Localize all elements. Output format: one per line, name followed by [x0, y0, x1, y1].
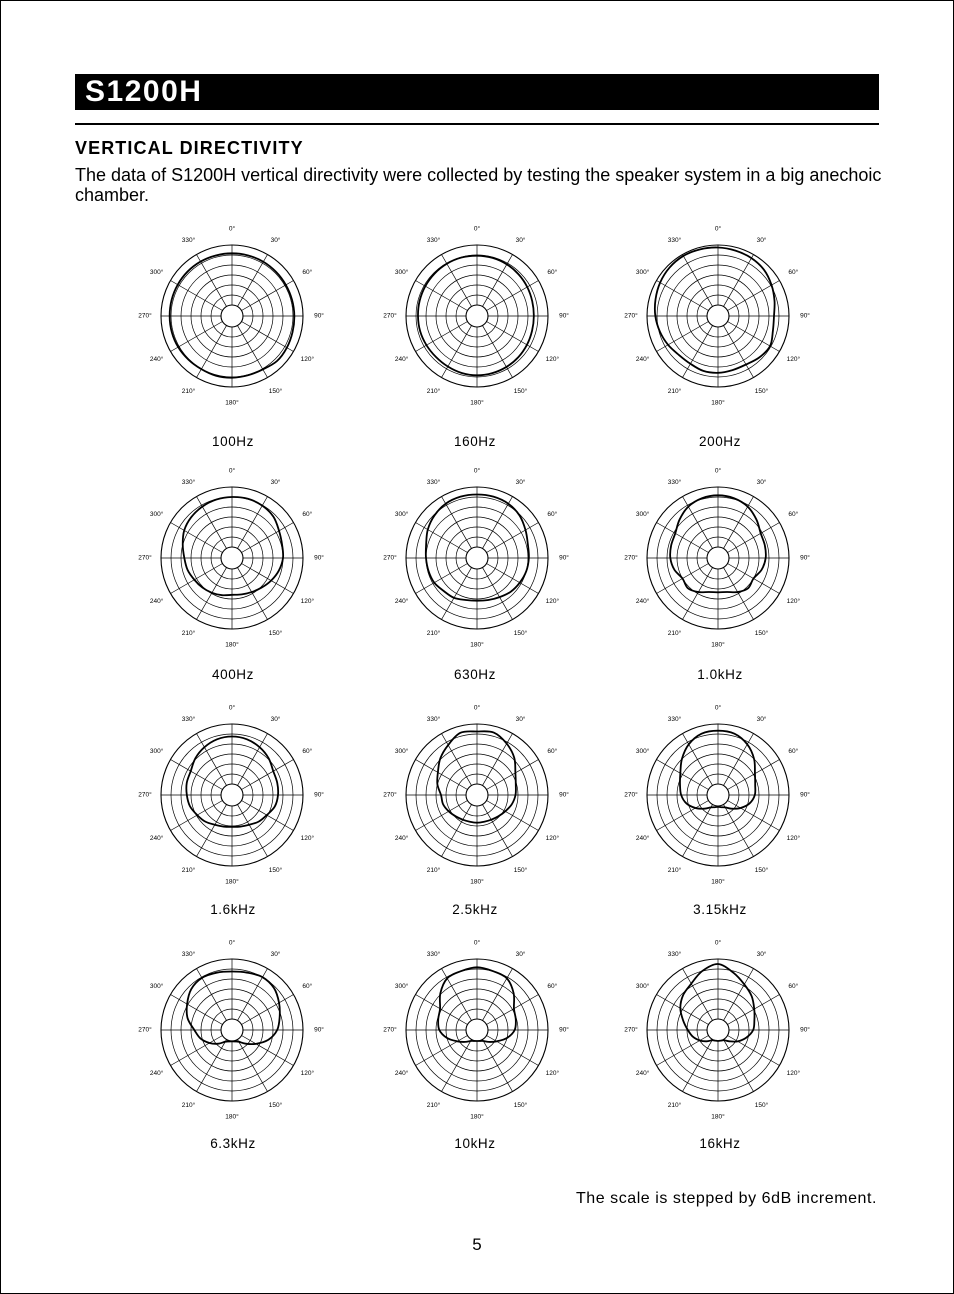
angle-tick-label: 90°: [800, 554, 810, 562]
angle-tick-label: 90°: [559, 312, 569, 320]
angle-tick-label: 180°: [225, 399, 239, 407]
angle-tick-label: 150°: [513, 866, 528, 874]
angle-spoke: [416, 995, 468, 1025]
angle-tick-label: 270°: [138, 791, 152, 799]
center-hub: [707, 305, 729, 327]
angle-tick-label: 0°: [473, 939, 481, 947]
angle-tick-label: 180°: [470, 641, 484, 649]
angle-tick-label: 60°: [547, 748, 558, 755]
angle-spoke: [483, 805, 513, 857]
angle-tick-label: 240°: [635, 835, 650, 842]
frequency-label: 160Hz: [453, 434, 497, 449]
angle-spoke: [483, 1040, 513, 1092]
model-title: S1200H: [85, 75, 203, 108]
angle-spoke: [171, 760, 223, 790]
angle-spoke: [728, 523, 780, 553]
angle-tick-label: 150°: [513, 387, 528, 395]
angle-tick-label: 30°: [515, 479, 526, 487]
angle-spoke: [483, 255, 513, 307]
scale-note: The scale is stepped by 6dB increment.: [575, 1190, 877, 1207]
angle-tick-label: 60°: [302, 511, 313, 518]
angle-spoke: [238, 1040, 268, 1092]
angle-tick-label: 90°: [314, 312, 324, 320]
angle-tick-label: 270°: [383, 791, 397, 799]
page-number: 5: [472, 1235, 482, 1254]
angle-tick-label: 180°: [711, 878, 725, 886]
angle-tick-label: 270°: [383, 1026, 397, 1034]
angle-spoke: [728, 760, 780, 790]
directivity-curve: [655, 247, 775, 372]
angle-spoke: [657, 281, 709, 311]
angle-spoke: [657, 322, 709, 352]
angle-tick-label: 300°: [394, 983, 409, 990]
angle-tick-label: 90°: [800, 1026, 810, 1034]
angle-tick-label: 300°: [394, 269, 409, 276]
angle-spoke: [242, 564, 294, 594]
angle-tick-label: 30°: [756, 716, 767, 724]
center-hub: [707, 1019, 729, 1041]
angle-tick-label: 210°: [426, 1101, 441, 1109]
model-title-bar: [75, 74, 879, 110]
center-hub: [466, 305, 488, 327]
polar-plot-2-5khz: [377, 695, 577, 895]
angle-tick-label: 300°: [635, 983, 650, 990]
angle-spoke: [487, 801, 539, 831]
angle-tick-label: 120°: [786, 356, 801, 363]
angle-tick-label: 30°: [515, 237, 526, 245]
angle-tick-label: 240°: [149, 835, 164, 842]
angle-tick-label: 30°: [270, 951, 281, 959]
angle-spoke: [657, 523, 709, 553]
angle-spoke: [197, 497, 227, 549]
angle-spoke: [728, 801, 780, 831]
angle-tick-label: 60°: [547, 983, 558, 990]
frequency-label: 630Hz: [453, 667, 497, 682]
angle-tick-label: 270°: [624, 791, 638, 799]
polar-plot-1-6khz: [132, 695, 332, 895]
angle-tick-label: 270°: [624, 312, 638, 320]
angle-tick-label: 120°: [300, 835, 315, 842]
frequency-label: 3.15kHz: [693, 902, 747, 917]
angle-tick-label: 180°: [711, 1113, 725, 1121]
angle-spoke: [442, 805, 472, 857]
angle-tick-label: 300°: [149, 511, 164, 518]
angle-tick-label: 210°: [667, 866, 682, 874]
angle-tick-label: 270°: [138, 312, 152, 320]
angle-spoke: [442, 1040, 472, 1092]
angle-spoke: [171, 523, 223, 553]
angle-tick-label: 120°: [545, 1070, 560, 1077]
polar-plot-10khz: [377, 930, 577, 1130]
angle-tick-label: 270°: [383, 554, 397, 562]
angle-tick-label: 180°: [225, 878, 239, 886]
angle-tick-label: 330°: [426, 237, 441, 245]
angle-spoke: [683, 568, 713, 620]
angle-tick-label: 240°: [394, 598, 409, 605]
angle-tick-label: 90°: [800, 312, 810, 320]
polar-plot-16khz: [618, 930, 818, 1130]
angle-tick-label: 0°: [228, 704, 236, 712]
angle-spoke: [242, 760, 294, 790]
angle-spoke: [683, 255, 713, 307]
angle-spoke: [487, 523, 539, 553]
angle-spoke: [442, 326, 472, 378]
polar-plot-160hz: [377, 216, 577, 416]
angle-tick-label: 150°: [754, 866, 769, 874]
angle-spoke: [242, 523, 294, 553]
angle-tick-label: 30°: [270, 479, 281, 487]
angle-tick-label: 0°: [714, 225, 722, 233]
section-intro: The data of S1200H vertical directivity were collected by testing the speaker system in a big anechoic chamber.: [75, 165, 882, 205]
angle-tick-label: 210°: [426, 387, 441, 395]
center-hub: [466, 784, 488, 806]
angle-tick-label: 150°: [268, 866, 283, 874]
angle-spoke: [416, 523, 468, 553]
angle-tick-label: 0°: [473, 704, 481, 712]
polar-plot-3-15khz: [618, 695, 818, 895]
angle-spoke: [724, 1040, 754, 1092]
angle-tick-label: 300°: [149, 748, 164, 755]
angle-tick-label: 270°: [138, 1026, 152, 1034]
angle-spoke: [416, 760, 468, 790]
angle-spoke: [171, 1036, 223, 1066]
angle-tick-label: 90°: [314, 1026, 324, 1034]
angle-tick-label: 330°: [667, 237, 682, 245]
angle-tick-label: 0°: [714, 939, 722, 947]
frequency-label: 2.5kHz: [452, 902, 498, 917]
angle-tick-label: 60°: [302, 983, 313, 990]
angle-spoke: [171, 564, 223, 594]
angle-tick-label: 300°: [394, 511, 409, 518]
angle-spoke: [442, 734, 472, 786]
angle-tick-label: 120°: [545, 835, 560, 842]
angle-tick-label: 30°: [270, 237, 281, 245]
polar-plot-1-0khz: [618, 458, 818, 658]
polar-plot-400hz: [132, 458, 332, 658]
angle-spoke: [724, 326, 754, 378]
angle-tick-label: 0°: [714, 704, 722, 712]
angle-tick-label: 120°: [786, 598, 801, 605]
angle-spoke: [487, 1036, 539, 1066]
angle-tick-label: 30°: [756, 951, 767, 959]
angle-spoke: [483, 969, 513, 1021]
angle-tick-label: 270°: [624, 554, 638, 562]
angle-spoke: [416, 322, 468, 352]
angle-tick-label: 210°: [181, 866, 196, 874]
angle-tick-label: 180°: [470, 1113, 484, 1121]
angle-tick-label: 150°: [268, 1101, 283, 1109]
angle-tick-label: 120°: [300, 1070, 315, 1077]
angle-tick-label: 0°: [714, 467, 722, 475]
angle-tick-label: 150°: [754, 1101, 769, 1109]
angle-spoke: [238, 805, 268, 857]
angle-spoke: [728, 1036, 780, 1066]
angle-spoke: [487, 564, 539, 594]
angle-tick-label: 330°: [667, 951, 682, 959]
angle-tick-label: 60°: [788, 511, 799, 518]
angle-spoke: [657, 760, 709, 790]
frequency-label: 400Hz: [211, 667, 255, 682]
angle-tick-label: 180°: [711, 399, 725, 407]
frequency-label: 1.6kHz: [210, 902, 256, 917]
angle-tick-label: 60°: [788, 748, 799, 755]
angle-spoke: [242, 995, 294, 1025]
angle-tick-label: 210°: [667, 629, 682, 637]
angle-tick-label: 90°: [559, 791, 569, 799]
angle-tick-label: 240°: [149, 356, 164, 363]
angle-spoke: [238, 969, 268, 1021]
angle-spoke: [416, 281, 468, 311]
angle-tick-label: 150°: [513, 1101, 528, 1109]
angle-tick-label: 330°: [667, 716, 682, 724]
angle-spoke: [724, 255, 754, 307]
angle-tick-label: 270°: [383, 312, 397, 320]
frequency-label: 10kHz: [454, 1136, 496, 1151]
angle-spoke: [724, 734, 754, 786]
angle-tick-label: 240°: [394, 1070, 409, 1077]
angle-spoke: [683, 326, 713, 378]
angle-tick-label: 240°: [394, 835, 409, 842]
angle-tick-label: 300°: [394, 748, 409, 755]
angle-spoke: [171, 995, 223, 1025]
angle-tick-label: 150°: [268, 629, 283, 637]
directivity-curve: [187, 972, 280, 1045]
angle-tick-label: 330°: [181, 479, 196, 487]
polar-plot-630hz: [377, 458, 577, 658]
angle-spoke: [197, 805, 227, 857]
angle-tick-label: 0°: [228, 467, 236, 475]
angle-tick-label: 120°: [300, 356, 315, 363]
section-heading: VERTICAL DIRECTIVITY: [75, 138, 304, 158]
angle-tick-label: 60°: [788, 983, 799, 990]
angle-spoke: [197, 969, 227, 1021]
angle-spoke: [487, 995, 539, 1025]
center-hub: [221, 784, 243, 806]
angle-tick-label: 180°: [225, 641, 239, 649]
directivity-curve: [418, 256, 534, 376]
angle-tick-label: 210°: [181, 387, 196, 395]
angle-tick-label: 240°: [149, 598, 164, 605]
frequency-label: 1.0kHz: [697, 667, 743, 682]
angle-tick-label: 150°: [754, 387, 769, 395]
header-divider: [75, 123, 879, 125]
angle-tick-label: 330°: [426, 716, 441, 724]
angle-tick-label: 90°: [800, 791, 810, 799]
angle-tick-label: 330°: [181, 237, 196, 245]
angle-spoke: [487, 760, 539, 790]
angle-spoke: [242, 322, 294, 352]
angle-tick-label: 120°: [300, 598, 315, 605]
angle-tick-label: 210°: [426, 866, 441, 874]
angle-tick-label: 210°: [181, 1101, 196, 1109]
angle-tick-label: 210°: [426, 629, 441, 637]
angle-tick-label: 300°: [635, 511, 650, 518]
angle-tick-label: 210°: [667, 387, 682, 395]
angle-tick-label: 150°: [268, 387, 283, 395]
angle-tick-label: 30°: [756, 237, 767, 245]
frequency-label: 200Hz: [698, 434, 742, 449]
angle-tick-label: 60°: [302, 269, 313, 276]
angle-tick-label: 90°: [314, 791, 324, 799]
angle-spoke: [657, 801, 709, 831]
angle-tick-label: 180°: [470, 399, 484, 407]
angle-spoke: [442, 969, 472, 1021]
angle-tick-label: 30°: [270, 716, 281, 724]
angle-tick-label: 0°: [228, 939, 236, 947]
angle-spoke: [724, 805, 754, 857]
angle-tick-label: 60°: [547, 269, 558, 276]
angle-tick-label: 240°: [635, 356, 650, 363]
angle-tick-label: 120°: [786, 835, 801, 842]
angle-spoke: [683, 1040, 713, 1092]
angle-tick-label: 300°: [149, 269, 164, 276]
angle-spoke: [724, 568, 754, 620]
angle-tick-label: 300°: [149, 983, 164, 990]
angle-tick-label: 0°: [473, 225, 481, 233]
angle-tick-label: 90°: [314, 554, 324, 562]
angle-tick-label: 0°: [228, 225, 236, 233]
angle-tick-label: 180°: [470, 878, 484, 886]
angle-tick-label: 330°: [426, 479, 441, 487]
angle-tick-label: 60°: [302, 748, 313, 755]
angle-tick-label: 240°: [149, 1070, 164, 1077]
angle-spoke: [442, 255, 472, 307]
angle-tick-label: 270°: [138, 554, 152, 562]
angle-spoke: [724, 497, 754, 549]
polar-plot-200hz: [618, 216, 818, 416]
frequency-label: 6.3kHz: [210, 1136, 256, 1151]
angle-spoke: [483, 734, 513, 786]
center-hub: [221, 1019, 243, 1041]
angle-tick-label: 150°: [513, 629, 528, 637]
center-hub: [466, 547, 488, 569]
angle-tick-label: 60°: [547, 511, 558, 518]
center-hub: [221, 547, 243, 569]
angle-tick-label: 240°: [635, 1070, 650, 1077]
frequency-label: 16kHz: [699, 1136, 741, 1151]
center-hub: [466, 1019, 488, 1041]
angle-spoke: [683, 497, 713, 549]
angle-tick-label: 150°: [754, 629, 769, 637]
angle-tick-label: 300°: [635, 748, 650, 755]
angle-tick-label: 120°: [786, 1070, 801, 1077]
angle-tick-label: 90°: [559, 554, 569, 562]
center-hub: [221, 305, 243, 327]
angle-spoke: [483, 326, 513, 378]
angle-tick-label: 60°: [788, 269, 799, 276]
angle-tick-label: 240°: [635, 598, 650, 605]
center-hub: [707, 547, 729, 569]
angle-tick-label: 210°: [667, 1101, 682, 1109]
angle-tick-label: 330°: [426, 951, 441, 959]
angle-spoke: [197, 1040, 227, 1092]
angle-tick-label: 210°: [181, 629, 196, 637]
angle-tick-label: 30°: [515, 951, 526, 959]
angle-tick-label: 240°: [394, 356, 409, 363]
polar-plot-6-3khz: [132, 930, 332, 1130]
angle-tick-label: 330°: [667, 479, 682, 487]
angle-spoke: [683, 734, 713, 786]
angle-tick-label: 330°: [181, 951, 196, 959]
angle-spoke: [683, 805, 713, 857]
angle-tick-label: 180°: [225, 1113, 239, 1121]
angle-tick-label: 30°: [515, 716, 526, 724]
angle-tick-label: 180°: [711, 641, 725, 649]
angle-tick-label: 330°: [181, 716, 196, 724]
angle-spoke: [416, 801, 468, 831]
angle-tick-label: 120°: [545, 356, 560, 363]
angle-spoke: [238, 497, 268, 549]
angle-tick-label: 90°: [559, 1026, 569, 1034]
polar-plot-100hz: [132, 216, 332, 416]
angle-tick-label: 0°: [473, 467, 481, 475]
center-hub: [707, 784, 729, 806]
angle-tick-label: 270°: [624, 1026, 638, 1034]
angle-tick-label: 300°: [635, 269, 650, 276]
angle-spoke: [416, 1036, 468, 1066]
frequency-label: 100Hz: [211, 434, 255, 449]
angle-tick-label: 30°: [756, 479, 767, 487]
angle-tick-label: 120°: [545, 598, 560, 605]
